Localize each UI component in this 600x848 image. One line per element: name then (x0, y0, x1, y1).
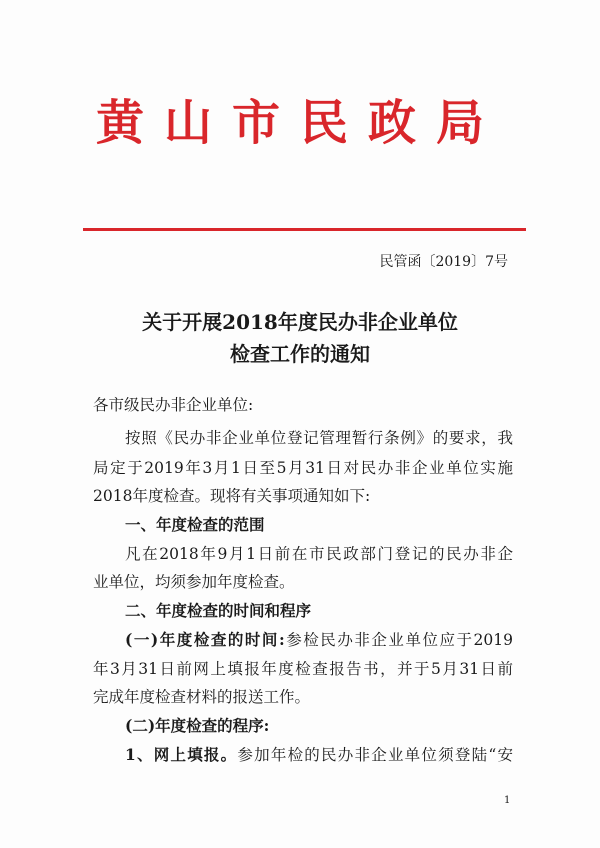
document-number: 民管函〔2019〕7号 (379, 254, 508, 270)
paragraph-3-line-2: 年3月31日前网上填报年度检查报告书，并于5月31日前 (93, 660, 513, 678)
paragraph-3-lead-in: (一)年度检查的时间: (125, 630, 285, 649)
subsection-heading-2: (二)年度检查的程序: (125, 716, 270, 735)
paragraph-4-line-1-rest: 参加年检的民办非企业单位须登陆“安 (237, 746, 513, 764)
paragraph-2-line-1: 凡在2018年9月1日前在市民政部门登记的民办非企 (125, 545, 513, 563)
notice-title-line-2: 检查工作的通知 (230, 342, 370, 366)
notice-title-line-1: 关于开展2018年度民办非企业单位 (142, 310, 458, 334)
paragraph-3-line-1-rest: 参检民办非企业单位应于2019 (284, 631, 513, 649)
page-number: 1 (504, 795, 511, 806)
paragraph-1-line-2: 局定于2019年3月1日至5月31日对民办非企业单位实施 (93, 459, 513, 477)
paragraph-1-line-1: 按照《民办非企业单位登记管理暂行条例》的要求，我 (125, 429, 513, 447)
issuing-organization-name: 黄山市民政局 (95, 95, 504, 151)
red-header-rule (83, 228, 526, 231)
salutation: 各市级民办非企业单位: (93, 396, 254, 414)
section-heading-2: 二、年度检查的时间和程序 (125, 601, 312, 620)
section-heading-1: 一、年度检查的范围 (125, 515, 265, 534)
paragraph-4-lead-in: 1、网上填报。 (125, 745, 238, 764)
paragraph-3-line-1 (93, 629, 513, 651)
paragraph-3-line-3: 完成年度检查材料的报送工作。 (93, 688, 311, 706)
paragraph-1-line-3: 2018年度检查。现将有关事项通知如下: (93, 487, 371, 505)
paragraph-2-line-2: 业单位，均须参加年度检查。 (93, 573, 295, 591)
paragraph-4-line-1 (93, 744, 513, 766)
